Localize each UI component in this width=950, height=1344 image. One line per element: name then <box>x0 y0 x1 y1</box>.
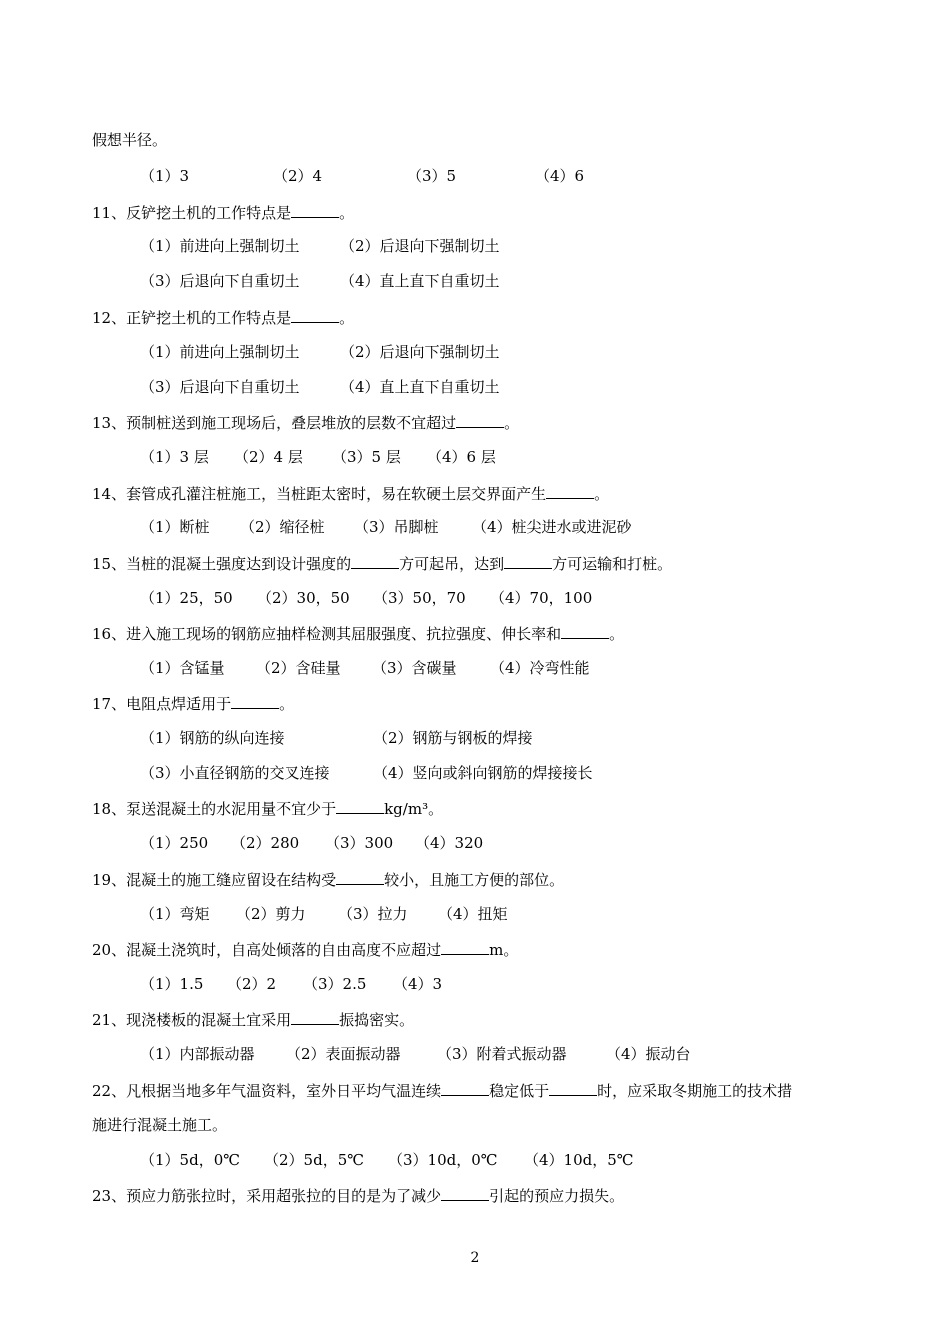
options-row <box>140 588 840 608</box>
answer-blank <box>291 307 339 323</box>
question-segment: 假想半径。 <box>92 131 168 149</box>
question-segment: 较小，且施工方便的部位。 <box>384 871 565 889</box>
options-row <box>140 1150 840 1170</box>
question-text <box>92 798 443 818</box>
answer-option: （4）振动台 <box>606 1045 691 1063</box>
options-row <box>140 904 840 924</box>
options-row <box>140 833 840 853</box>
answer-blank <box>561 623 609 639</box>
question-segment: 方可起吊，达到 <box>399 555 505 573</box>
options-row <box>140 728 840 748</box>
question-segment: 20、混凝土浇筑时，自高处倾落的自由高度不应超过 <box>92 941 442 959</box>
answer-option: （1）内部振动器 <box>140 1045 255 1063</box>
answer-option: （3）后退向下自重切土 <box>140 272 300 290</box>
answer-option: （1）1.5 <box>140 975 204 993</box>
question-text <box>92 553 672 573</box>
question-text <box>92 412 519 432</box>
answer-option: （4）直上直下自重切土 <box>340 378 500 396</box>
answer-option: （3）300 <box>325 834 394 852</box>
answer-option: （2）钢筋与钢板的焊接 <box>373 729 533 747</box>
answer-blank <box>336 869 384 885</box>
answer-option: （3）小直径钢筋的交叉连接 <box>140 764 330 782</box>
answer-option: （4）6 层 <box>427 448 496 466</box>
question-segment: 。 <box>339 309 355 327</box>
question-text <box>92 869 564 889</box>
question-segment: 。 <box>609 625 625 643</box>
question-segment: kg/m³。 <box>384 800 444 818</box>
answer-option: （4）直上直下自重切土 <box>340 272 500 290</box>
question-text <box>92 202 354 222</box>
answer-option: （1）前进向上强制切土 <box>140 237 300 255</box>
answer-option: （4）桩尖进水或进泥砂 <box>472 518 632 536</box>
question-segment: 22、凡根据当地多年气温资料，室外日平均气温连续 <box>92 1082 442 1100</box>
question-segment: 12、正铲挖土机的工作特点是 <box>92 309 292 327</box>
question-segment: 17、电阻点焊适用于 <box>92 695 232 713</box>
answer-option: （4）扭矩 <box>438 905 508 923</box>
answer-option: （3）50，70 <box>373 589 466 607</box>
answer-option: （3）附着式振动器 <box>437 1045 567 1063</box>
question-segment: 19、混凝土的施工缝应留设在结构受 <box>92 871 337 889</box>
question-segment: 13、预制桩送到施工现场后，叠层堆放的层数不宜超过 <box>92 414 457 432</box>
question-text <box>92 1185 624 1205</box>
answer-option: （2）剪力 <box>236 905 306 923</box>
question-segment: 方可运输和打桩。 <box>552 555 673 573</box>
answer-option: （1）250 <box>140 834 209 852</box>
options-row <box>140 1044 840 1064</box>
answer-option: （4）70，100 <box>490 589 593 607</box>
question-segment: 16、进入施工现场的钢筋应抽样检测其屈服强度、抗拉强度、伸长率和 <box>92 625 562 643</box>
answer-option: （1）3 <box>140 167 190 185</box>
question-segment: 。 <box>504 414 520 432</box>
page-number: 2 <box>470 1250 480 1266</box>
answer-option: （1）25，50 <box>140 589 233 607</box>
question-segment: 。 <box>594 485 610 503</box>
question-segment: 14、套管成孔灌注桩施工，当桩距太密时，易在软硬土层交界面产生 <box>92 485 547 503</box>
options-row <box>140 236 840 256</box>
answer-option: （4）320 <box>415 834 484 852</box>
options-row <box>140 377 840 397</box>
answer-option: （4）冷弯性能 <box>490 659 590 677</box>
answer-option: （3）5 <box>407 167 457 185</box>
question-segment: 振捣密实。 <box>339 1011 415 1029</box>
answer-option: （3）5 层 <box>332 448 401 466</box>
answer-option: （2）后退向下强制切土 <box>340 343 500 361</box>
options-row <box>140 447 840 467</box>
question-segment: 。 <box>339 204 355 222</box>
answer-option: （4）10d，5℃ <box>524 1151 634 1169</box>
question-segment: 18、泵送混凝土的水泥用量不宜少于 <box>92 800 337 818</box>
answer-blank <box>504 553 552 569</box>
answer-option: （2）4 <box>273 167 323 185</box>
answer-option: （1）钢筋的纵向连接 <box>140 729 285 747</box>
answer-blank <box>549 1080 597 1096</box>
answer-option: （3）2.5 <box>303 975 367 993</box>
answer-blank <box>351 553 399 569</box>
answer-blank <box>441 1080 489 1096</box>
question-segment: m。 <box>489 941 519 959</box>
options-row <box>140 166 840 186</box>
answer-option: （1）断桩 <box>140 518 210 536</box>
question-text <box>92 1080 792 1100</box>
answer-option: （1）弯矩 <box>140 905 210 923</box>
question-segment: 21、现浇楼板的混凝土宜采用 <box>92 1011 292 1029</box>
answer-option: （3）吊脚桩 <box>354 518 439 536</box>
answer-option: （1）前进向上强制切土 <box>140 343 300 361</box>
answer-blank <box>441 1185 489 1201</box>
answer-blank <box>231 693 279 709</box>
answer-option: （2）后退向下强制切土 <box>340 237 500 255</box>
question-text <box>92 939 518 959</box>
question-segment: 施进行混凝土施工。 <box>92 1116 228 1134</box>
question-segment: 15、当桩的混凝土强度达到设计强度的 <box>92 555 352 573</box>
answer-option: （2）含硅量 <box>256 659 341 677</box>
answer-option: （2）缩径桩 <box>240 518 325 536</box>
question-text <box>92 1009 414 1029</box>
answer-blank <box>291 202 339 218</box>
answer-option: （4）竖向或斜向钢筋的焊接接长 <box>373 764 593 782</box>
answer-option: （3）10d，0℃ <box>388 1151 498 1169</box>
answer-blank <box>291 1009 339 1025</box>
answer-option: （3）拉力 <box>338 905 408 923</box>
answer-option: （2）280 <box>231 834 300 852</box>
answer-option: （1）3 层 <box>140 448 209 466</box>
question-segment: 稳定低于 <box>489 1082 550 1100</box>
question-text <box>92 1115 227 1135</box>
question-text <box>92 693 294 713</box>
answer-option: （2）30，50 <box>257 589 350 607</box>
question-text <box>92 130 167 150</box>
answer-blank <box>441 939 489 955</box>
question-segment: 11、反铲挖土机的工作特点是 <box>92 204 292 222</box>
answer-option: （1）含锰量 <box>140 659 225 677</box>
options-row <box>140 763 840 783</box>
answer-blank <box>546 483 594 499</box>
question-segment: 引起的预应力损失。 <box>489 1187 625 1205</box>
question-text <box>92 483 609 503</box>
answer-option: （4）6 <box>535 167 585 185</box>
question-segment: 23、预应力筋张拉时，采用超张拉的目的是为了减少 <box>92 1187 442 1205</box>
answer-option: （2）表面振动器 <box>286 1045 401 1063</box>
question-text <box>92 307 354 327</box>
answer-option: （3）后退向下自重切土 <box>140 378 300 396</box>
answer-option: （3）含碳量 <box>372 659 457 677</box>
answer-option: （4）3 <box>393 975 443 993</box>
options-row <box>140 342 840 362</box>
options-row <box>140 658 840 678</box>
question-segment: 。 <box>279 695 295 713</box>
options-row <box>140 974 840 994</box>
answer-blank <box>336 798 384 814</box>
options-row <box>140 517 840 537</box>
options-row <box>140 271 840 291</box>
answer-option: （2）4 层 <box>234 448 303 466</box>
answer-option: （2）5d，5℃ <box>264 1151 365 1169</box>
answer-option: （1）5d，0℃ <box>140 1151 241 1169</box>
question-text <box>92 623 624 643</box>
answer-blank <box>456 412 504 428</box>
answer-option: （2）2 <box>227 975 277 993</box>
question-segment: 时，应采取冬期施工的技术措 <box>597 1082 793 1100</box>
